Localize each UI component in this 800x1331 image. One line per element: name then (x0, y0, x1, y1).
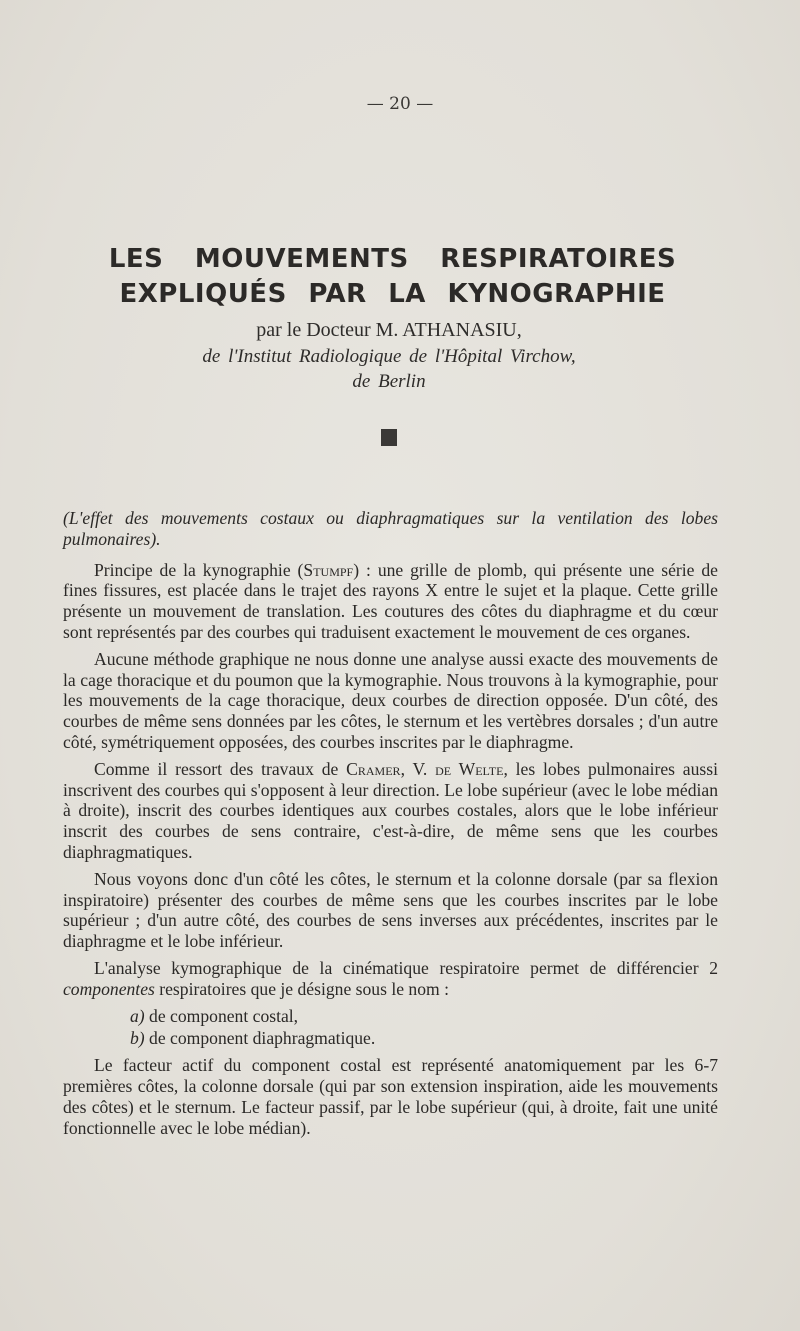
paragraph-3-mid: , V. (400, 758, 436, 779)
paragraph-1 (63, 560, 718, 643)
abstract: (L'effet des mouvements costaux ou diaphragmatiques sur la ventilation des lobes pulmonaires). (63, 508, 718, 549)
list-item-a-text: de component costal, (144, 1005, 299, 1026)
paragraph-3-rest: , les lobes pulmonaires aussi inscrivent des courbes qui s'opposent à leur direction. Le lobe supérieur (avec le lobe médian à droite), inscrit des courbes identiques aux courbes costales, alors que le lobe inférieur inscrit des courbes de sens contraire, c'est-à-dire, de même sens que les courbes diaphragmatiques. (63, 758, 718, 862)
article-body (63, 508, 718, 1144)
list-item-b-letter: b) (130, 1028, 145, 1049)
author-line: par le Docteur M. ATHANASIU, (256, 319, 522, 341)
page-number: — 20 — (366, 94, 434, 114)
paragraph-5-start: L'analyse kymographique de la cinématique respiratoire permet de différencier 2 (94, 957, 718, 978)
paragraph-1-rest: ) : une grille de plomb, qui présente une série de fines fissures, est placée dans le trajet des rayons X entre le sujet et la plaque. Cette grille présente un mouvement de translation. Les coutures des côtes du diaphragme et du cœur sont représentés par des courbes qui traduisent exactement le mouvement de ces organes. (63, 559, 718, 642)
article-title-line-1: LES MOUVEMENTS RESPIRATOIRES (108, 244, 677, 274)
list-item-b-text: de component diaphragmatique. (144, 1028, 376, 1049)
paragraph-5-rest: respiratoires que je désigne sous le nom : (154, 978, 449, 999)
emphasis-componentes: componentes (63, 978, 155, 999)
paragraph-6: Le facteur actif du component costal est représenté anatomiquement par les 6-7 premières côtes, la colonne dorsale (qui par son extension inspiration, aide les mouvements des côtes) et le sternum. Le facteur passif, par le lobe supérieur (qui, à droite, fait une unité fonctionnelle avec le lobe médian). (63, 1055, 718, 1138)
author-name-stumpf: Stumpf (303, 559, 354, 580)
article-title-line-2: EXPLIQUÉS PAR LA KYNOGRAPHIE (119, 279, 666, 309)
paragraph-3 (63, 759, 718, 863)
paragraph-2: Aucune méthode graphique ne nous donne une analyse aussi exacte des mouvements de la cage thoracique et du poumon que la kymographie. Nous trouvons à la kymographie, pour les mouvements de la cage thoracique, deux courbes de direction opposée. D'un côté, des courbes de même sens données par les côtes, le sternum et les vertèbres dorsales ; d'un autre côté, symétriquement opposées, des courbes inscrites par le diaphragme. (63, 648, 718, 752)
affiliation-line-1: de l'Institut Radiologique de l'Hôpital Virchow, (202, 346, 576, 367)
author-name-cramer: Cramer (346, 758, 401, 779)
paragraph-4: Nous voyons donc d'un côté les côtes, le sternum et la colonne dorsale (par sa flexion inspiratoire) présenter des courbes de même sens que les courbes inscrites par le lobe supérieur ; d'un autre côté, des courbes de sens inverses aux précédentes, inscrites par le diaphragme et le lobe inférieur. (63, 868, 718, 952)
paragraph-3-start: Comme il ressort des travaux de (94, 758, 347, 779)
paragraph-5 (63, 958, 718, 1000)
author-name-welte: de Welte (435, 758, 504, 779)
affiliation-line-2: de Berlin (352, 371, 426, 392)
section-ornament (381, 429, 397, 446)
list-item-b (63, 1028, 718, 1049)
list-item-a (63, 1006, 718, 1027)
paragraph-1-start: Principe de la kynographie ( (94, 559, 304, 580)
list-item-a-letter: a) (130, 1005, 145, 1026)
